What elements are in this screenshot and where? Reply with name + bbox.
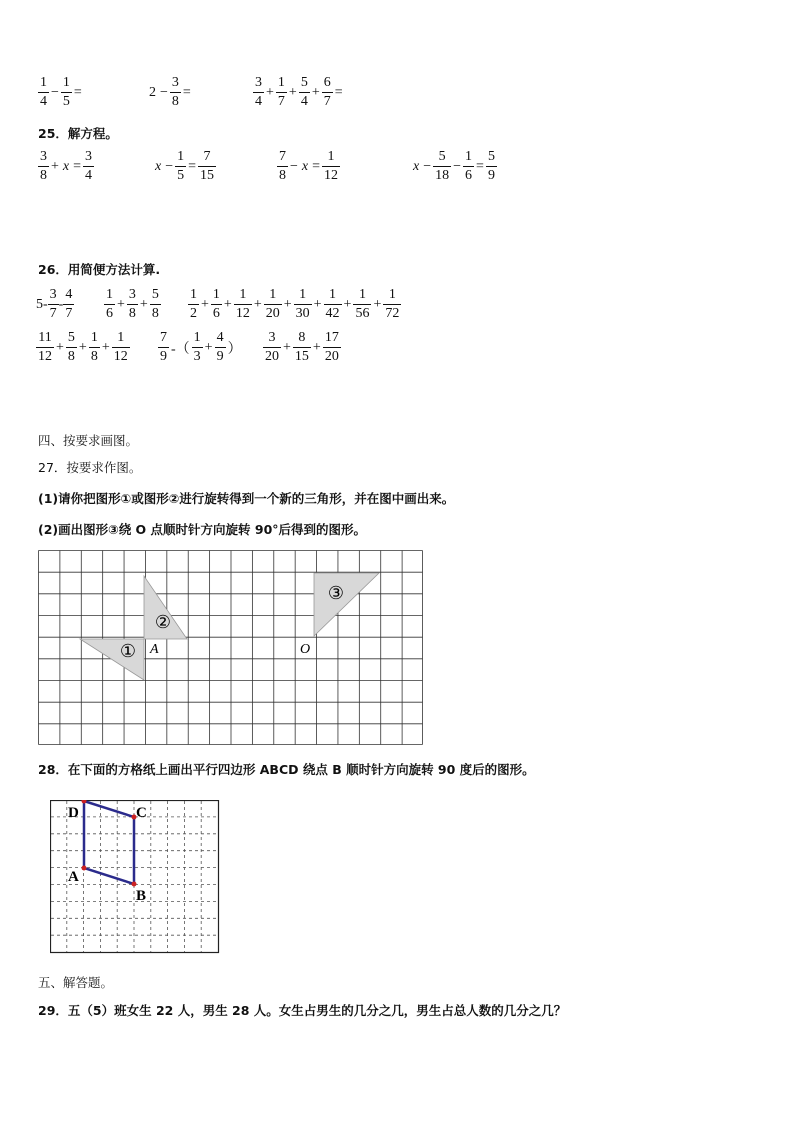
question-27-title: 27．按要求作图。 [38,460,142,475]
plus-sign: + [373,296,382,312]
equation-3: $\frac{7}{8}$ − x = $\frac{1}{12}$ [279,149,339,183]
fraction: $\frac{1}{6}$ [212,287,220,321]
section-4-heading: 四、按要求画图。 [38,433,139,448]
shape-1-label: ① [119,641,137,661]
plus-sign: + [253,296,262,312]
fraction: $\frac{1}{2}$ [190,287,197,321]
fraction: $\frac{1}{4}$ [40,75,47,109]
fraction: $\frac{1}{42}$ [325,287,340,321]
calc-expression-3: $\frac{3}{4}$ + $\frac{1}{7}$ + $\frac{5}{4}$ + $\frac{6}{7}$ = [255,75,343,109]
equation-4: x − $\frac{5}{18}$ − $\frac{1}{6}$ = $\frac{5}{9}$ [413,149,495,183]
calc-expression-2: 2 − $\frac{3}{8}$ = [149,75,191,109]
label-b: B [136,888,147,904]
plus-sign: + [313,296,322,312]
rotation-grid-27[interactable] [38,550,424,746]
triangle-3 [314,573,379,636]
point-d [82,800,87,804]
plus-sign: + [343,296,352,312]
fraction: $\frac{1}{20}$ [265,287,280,321]
simplify-expression-4: $\frac{11}{12}$ + $\frac{5}{8}$ + $\frac{1}{8}$ + $\frac{1}{12}$ [38,330,128,364]
equation-1: $\frac{3}{8}$ + x = $\frac{3}{4}$ [40,149,93,183]
shape-3-label: ③ [327,583,345,603]
plus-sign: + [283,296,292,312]
calc-expression-1: $\frac{1}{4}$ − $\frac{1}{5}$ = [40,75,82,109]
label-d: D [68,805,79,821]
question-29-title: 29．五（5）班女生 22 人，男生 28 人。女生占男生的几分之几，男生占总人数的几分之几？ [38,1003,567,1018]
question-26-title: 26．用简便方法计算. [38,262,161,277]
question-27-part-2: (2)画出图形③绕 O 点顺时针方向旋转 90°后得到的图形。 [38,522,367,537]
fraction: $\frac{1}{30}$ [295,287,310,321]
simplify-expression-2: $\frac{1}{6}$ + $\frac{3}{8}$ + $\frac{5}{8}$ [106,287,159,321]
fraction: $\frac{1}{12}$ [235,287,250,321]
plus-sign: + [223,296,232,312]
point-b [132,882,137,887]
parallelogram-abcd [84,801,134,884]
point-a-label: A [150,642,159,657]
section-5-heading: 五、解答题。 [38,975,114,990]
fraction: $\frac{1}{5}$ [62,75,70,109]
label-a: A [68,869,79,885]
fraction: $\frac{1}{72}$ [385,287,400,321]
question-25-title: 25．解方程。 [38,126,118,141]
fraction: $\frac{1}{56}$ [355,287,370,321]
plus-sign: + [201,296,209,312]
equation-2: x − $\frac{1}{5}$ = $\frac{7}{15}$ [155,149,215,183]
question-28-title: 28．在下面的方格纸上画出平行四边形 ABCD 绕点 B 顺时针方向旋转 90 度后的图形。 [38,762,535,777]
simplify-expression-6: $\frac{3}{20}$ + $\frac{8}{15}$ + $\frac{17}{20}$ [265,330,339,364]
point-a [82,866,87,871]
label-c: C [136,805,147,821]
shape-2-label: ② [154,612,172,632]
point-o-label: O [300,642,311,657]
simplify-expression-1: 5- $\frac{3}{7}$ - $\frac{4}{7}$ [36,287,73,321]
simplify-expression-3 [188,288,401,321]
simplify-expression-5: $\frac{7}{9}$ -（ $\frac{1}{3}$ + $\frac{4}{9}$ ） [160,330,242,364]
question-27-part-1: (1)请你把图形①或图形②进行旋转得到一个新的三角形，并在图中画出来。 [38,491,455,506]
rotation-grid-28[interactable] [50,800,220,954]
fraction: $\frac{3}{8}$ [171,75,179,109]
